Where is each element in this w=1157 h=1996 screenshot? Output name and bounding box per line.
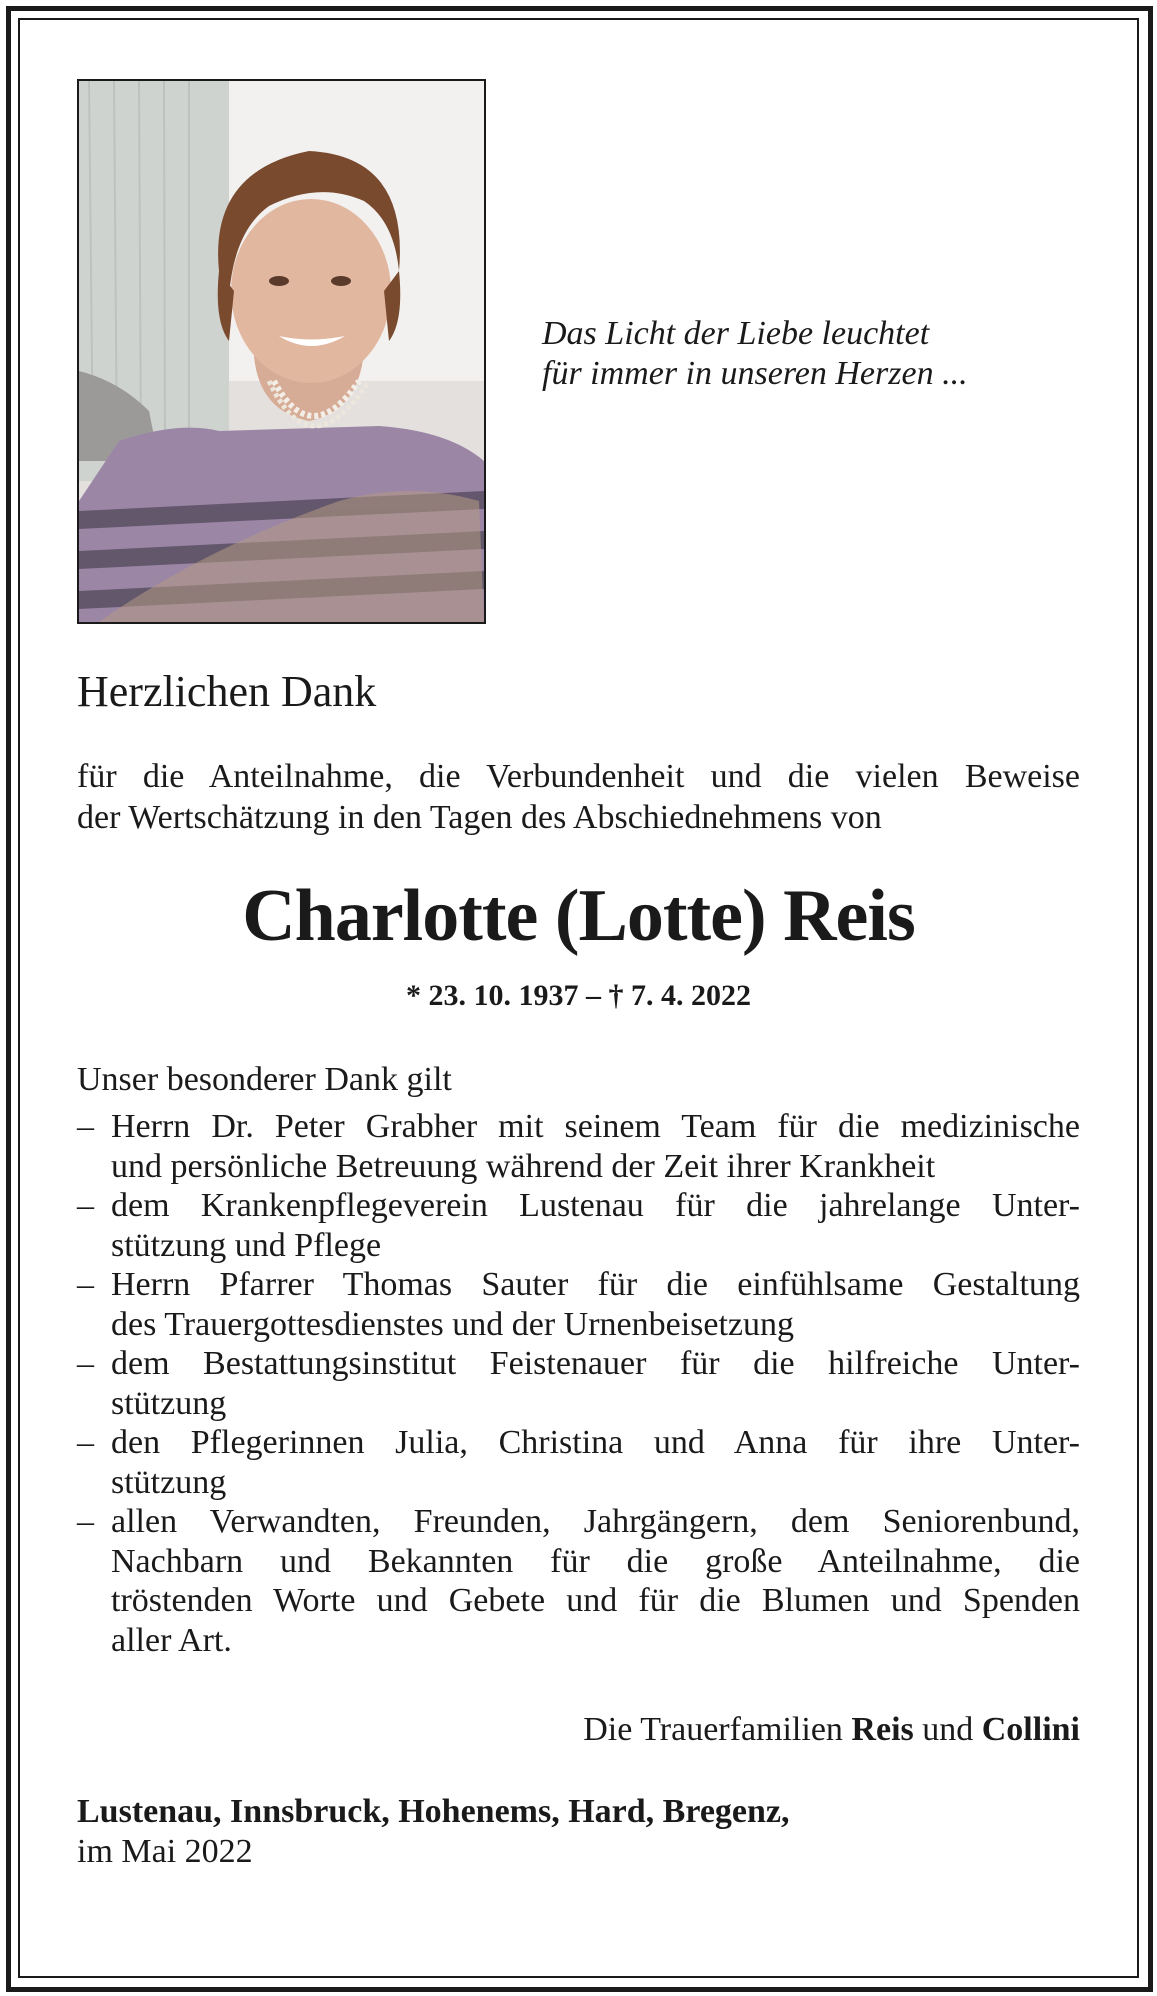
- list-line: und persönliche Betreuung während der Zeit ihrer Krankheit: [111, 1147, 936, 1185]
- portrait-photo: [77, 79, 486, 624]
- list-line: Herrn Dr. Peter Grabher mit seinem Team für die medizinische: [111, 1108, 1080, 1145]
- signature: [583, 1710, 1080, 1750]
- thanks-title: Herzlichen Dank: [77, 667, 377, 716]
- list-line: dem Bestattungsinstitut Feistenauer für die hilfreiche Unter-: [111, 1345, 1080, 1382]
- list-line: stützung: [111, 1384, 227, 1422]
- intro-line: für die Anteilnahme, die Verbundenheit und die vielen Beweise: [77, 758, 1080, 795]
- footer: [77, 1792, 790, 1872]
- list-line: Nachbarn und Bekannten für die große Anteilnahme, die: [111, 1542, 1080, 1580]
- list-line: allen Verwandten, Freunden, Jahrgängern, dem Seniorenbund,: [111, 1503, 1080, 1540]
- list-dash: –: [77, 1266, 94, 1303]
- list-item: [77, 1107, 1080, 1186]
- list-item: [77, 1423, 1080, 1502]
- list-dash: –: [77, 1503, 94, 1540]
- list-item: [77, 1344, 1080, 1423]
- footer-date: im Mai 2022: [77, 1833, 253, 1870]
- special-thanks-heading: Unser besonderer Dank gilt: [77, 1061, 452, 1098]
- deceased-name: Charlotte (Lotte) Reis: [242, 875, 915, 957]
- signature-conjunction: und: [913, 1711, 982, 1748]
- list-dash: –: [77, 1345, 94, 1382]
- quote-line: Das Licht der Liebe leuchtet: [542, 315, 930, 352]
- list-dash: –: [77, 1424, 94, 1461]
- quote-line: für immer in unseren Herzen ...: [542, 355, 968, 392]
- list-dash: –: [77, 1108, 94, 1145]
- thanks-intro: [77, 756, 1080, 838]
- list-item: [77, 1186, 1080, 1265]
- list-dash: –: [77, 1187, 94, 1224]
- signature-prefix: Die Trauerfamilien: [583, 1711, 852, 1748]
- quote: [542, 314, 1102, 394]
- list-item: [77, 1502, 1080, 1660]
- intro-line: der Wertschätzung in den Tagen des Abschiednehmens von: [77, 799, 882, 836]
- list-line: aller Art.: [111, 1621, 232, 1659]
- list-line: tröstenden Worte und Gebete und für die Blumen und Spenden: [111, 1582, 1080, 1619]
- list-line: des Trauergottesdienstes und der Urnenbeisetzung: [111, 1305, 795, 1343]
- life-dates: * 23. 10. 1937 – † 7. 4. 2022: [406, 979, 751, 1012]
- list-line: stützung und Pflege: [111, 1226, 382, 1264]
- family-name-collini: Collini: [981, 1711, 1080, 1748]
- family-name-reis: Reis: [851, 1711, 914, 1748]
- list-line: Herrn Pfarrer Thomas Sauter für die einfühlsame Gestaltung: [111, 1266, 1080, 1303]
- footer-places: Lustenau, Innsbruck, Hohenems, Hard, Bregenz,: [77, 1793, 790, 1830]
- list-item: [77, 1265, 1080, 1344]
- special-thanks-list: [77, 1107, 1080, 1660]
- list-line: stützung: [111, 1463, 227, 1501]
- list-line: den Pflegerinnen Julia, Christina und Anna für ihre Unter-: [111, 1424, 1080, 1461]
- list-line: dem Krankenpflegeverein Lustenau für die jahrelange Unter-: [111, 1187, 1080, 1224]
